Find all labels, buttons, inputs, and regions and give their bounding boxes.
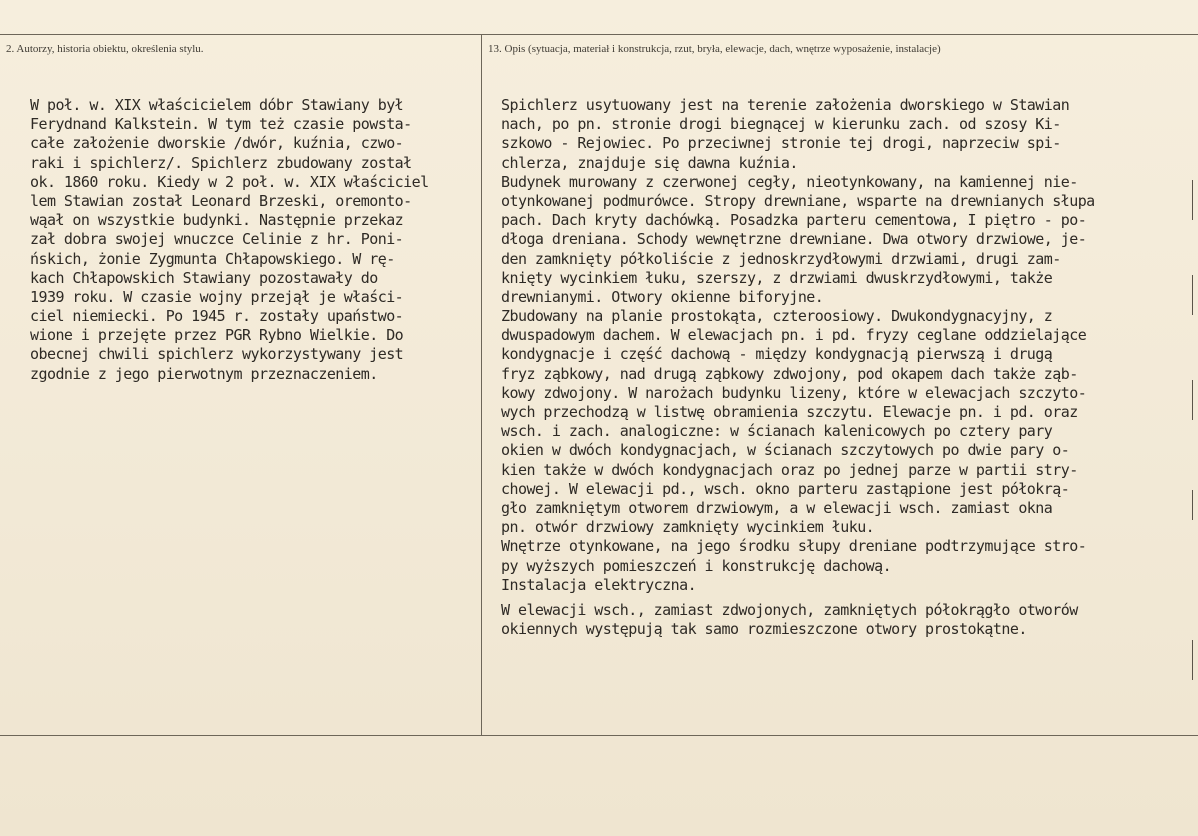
left-column-line: kach Chłapowskich Stawiany pozostawały do — [30, 268, 378, 287]
right-column-line: den zamknięty półkoliście z jednoskrzydłowymi drzwiami, drugi zam- — [501, 249, 1061, 268]
column-divider — [481, 34, 482, 735]
right-column-line: Wnętrze otynkowane, na jego środku słupy dreniane podtrzymujące stro- — [501, 537, 1087, 556]
right-column-line: knięty wycinkiem łuku, szerszy, z drzwiami dwuskrzydłowymi, także — [501, 268, 1053, 287]
right-column-line: dwuspadowym dachem. W elewacjach pn. i pd. fryzy ceglane oddzielające — [501, 326, 1087, 345]
left-column-line: 1939 roku. W czasie wojny przejął je właści- — [30, 287, 404, 306]
right-column-line: wych przechodzą w listwę obramienia szczytu. Elewacje pn. i pd. oraz — [501, 403, 1078, 421]
right-column-line: dłoga dreniana. Schody wewnętrzne drewniane. Dwa otwory drzwiowe, je- — [501, 230, 1087, 249]
right-column-line: Zbudowany na planie prostokąta, czteroosiowy. Dwukondygnacyjny, z — [501, 307, 1053, 326]
right-column-line: szkowo - Rejowiec. Po przeciwnej stronie tej drogi, naprzeciw spi- — [501, 134, 1061, 153]
right-column-line: okien w dwóch kondygnacjach, w ścianach szczytowych po dwie pary o- — [501, 441, 1070, 460]
right-column-line: otynkowanej podmurówce. Stropy drewniane, wsparte na drewnianych słupa — [501, 191, 1095, 210]
bottom-rule — [0, 735, 1198, 736]
edge-mark — [1192, 640, 1193, 680]
edge-mark — [1192, 380, 1193, 420]
right-column-line: kien także w dwóch kondygnacjach oraz po jednej parze w partii stry- — [501, 460, 1078, 479]
right-column-extra-line: okiennych występują tak samo rozmieszczone otwory prostokątne. — [501, 620, 1027, 639]
edge-mark — [1192, 275, 1193, 315]
left-section-header: 2. Autorzy, historia obiektu, określenia stylu. — [6, 43, 204, 55]
left-column-text — [30, 96, 429, 384]
left-column-line: Ferydnand Kalkstein. W tym też czasie powsta- — [30, 115, 412, 134]
left-column-line: ok. 1860 roku. Kiedy w 2 poł. w. XIX właściciel — [30, 172, 429, 191]
right-column-text — [501, 96, 1095, 639]
right-column-line: fryz ząbkowy, nad drugą ząbkowy zdwojony, pod okapem dach także ząb- — [501, 364, 1078, 383]
left-column-line: wione i przejęte przez PGR Rybno Wielkie. Do — [30, 326, 404, 345]
right-column-line: nach, po pn. stronie drogi biegnącej w kierunku zach. od szosy Ki- — [501, 115, 1061, 134]
left-column-line: lem Stawian został Leonard Brzeski, oremonto- — [30, 191, 412, 210]
right-column-line: kowy zdwojony. W narożach budynku lizeny, które w elewacjach szczyto- — [501, 383, 1087, 402]
right-column-line: Instalacja elektryczna. — [501, 575, 697, 594]
left-column-line: raki i spichlerz/. Spichlerz zbudowany został — [30, 153, 412, 172]
edge-mark — [1192, 180, 1193, 220]
right-column-line: gło zamkniętym otworem drzwiowym, a w elewacji wsch. zamiast okna — [501, 498, 1053, 517]
left-column-line: zał dobra swojej wnuczce Celinie z hr. Poni- — [30, 230, 404, 249]
left-column-line: W poł. w. XIX właścicielem dóbr Stawiany był — [30, 96, 404, 114]
left-column-line: obecnej chwili spichlerz wykorzystywany jest — [30, 345, 404, 364]
right-column-line: py wyższych pomieszczeń i konstrukcję dachową. — [501, 556, 892, 575]
right-column-line: drewnianymi. Otwory okienne biforyjne. — [501, 287, 824, 306]
right-column-line: wsch. i zach. analogiczne: w ścianach kalenicowych po cztery pary — [501, 422, 1053, 441]
left-column-line: ciel niemiecki. Po 1945 r. zostały upaństwo- — [30, 307, 404, 326]
right-section-header: 13. Opis (sytuacja, materiał i konstrukcja, rzut, bryła, elewacje, dach, wnętrze wyposażenie, instalacje) — [488, 43, 941, 55]
top-rule — [0, 34, 1198, 35]
edge-mark — [1192, 490, 1193, 520]
right-column-line: kondygnacje i część dachową - między kondygnacją pierwszą i drugą — [501, 345, 1053, 364]
left-column-line: ńskich, żonie Zygmunta Chłapowskiego. W rę- — [30, 249, 395, 268]
left-column-line: wąał on wszystkie budynki. Następnie przekaz — [30, 211, 404, 230]
right-column-line: pn. otwór drzwiowy zamknięty wycinkiem łuku. — [501, 518, 875, 537]
right-column-extra-line: W elewacji wsch., zamiast zdwojonych, zamkniętych półokrągło otworów — [501, 600, 1078, 619]
left-column-line: całe założenie dworskie /dwór, kuźnia, czwo- — [30, 134, 404, 153]
right-column-line: chowej. W elewacji pd., wsch. okno parteru zastąpione jest półokrą- — [501, 479, 1070, 498]
right-column-line: pach. Dach kryty dachówką. Posadzka parteru cementowa, I piętro - po- — [501, 211, 1087, 230]
right-column-line: Budynek murowany z czerwonej cegły, nieotynkowany, na kamiennej nie- — [501, 172, 1078, 191]
left-column-line: zgodnie z jego pierwotnym przeznaczeniem. — [30, 364, 378, 383]
right-column-line: chlerza, znajduje się dawna kuźnia. — [501, 153, 798, 172]
right-column-line: Spichlerz usytuowany jest na terenie założenia dworskiego w Stawian — [501, 96, 1070, 114]
